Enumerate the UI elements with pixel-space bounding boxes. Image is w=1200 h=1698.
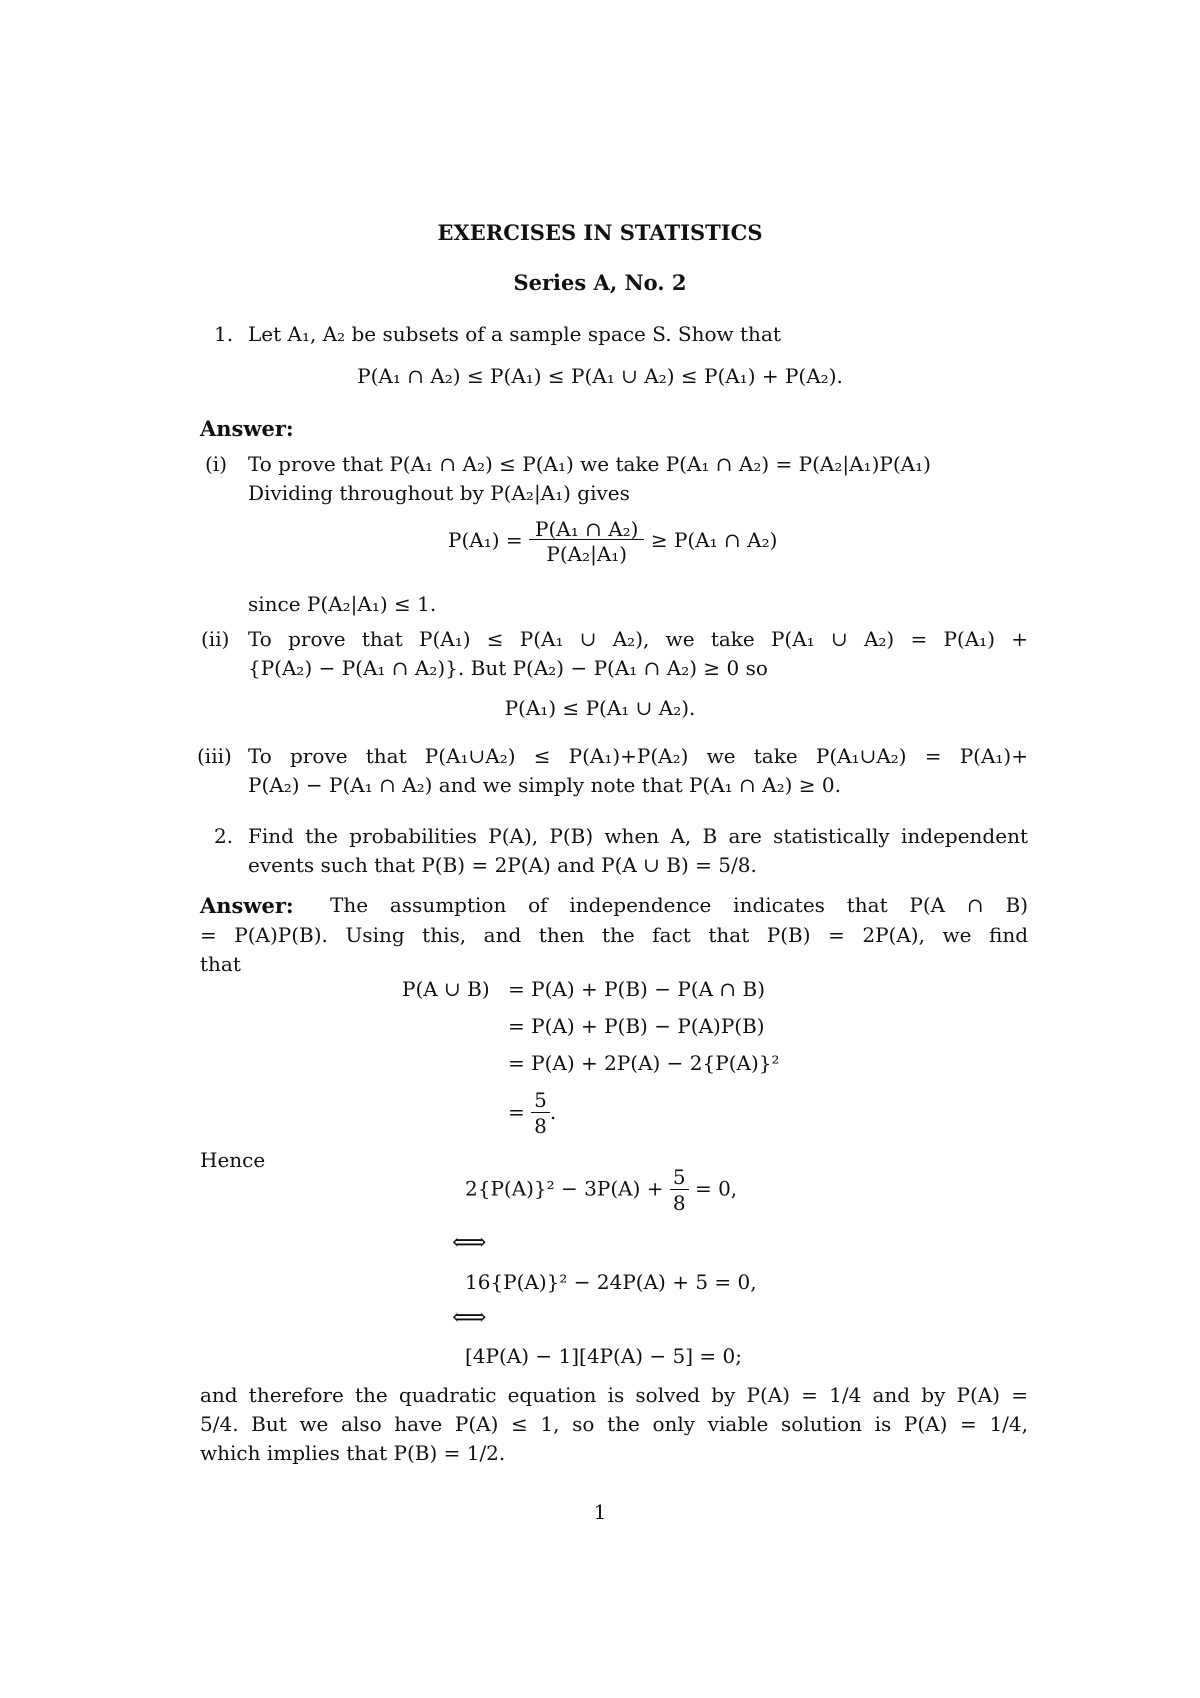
quadratic-eq1-fraction [670, 1167, 689, 1213]
derivation-row-4-period: . [549, 1100, 557, 1124]
part-ii-line2: {P(A₂) − P(A₁ ∩ A₂)}. But P(A₂) − P(A₁ ∩ A₂) ≥ 0 so [248, 656, 768, 680]
question-2-prompt-line2: events such that P(B) = 2P(A) and P(A ∪ B) = 5/8. [248, 853, 757, 877]
part-i-line1: To prove that P(A₁ ∩ A₂) ≤ P(A₁) we take P(A₁ ∩ A₂) = P(A₂|A₁)P(A₁) [248, 452, 931, 476]
quadratic-equation-1 [465, 1167, 737, 1213]
conclusion-line2: 5/4. But we also have P(A) ≤ 1, so the only viable solution is P(A) = 1/4, [200, 1412, 1028, 1436]
document-title: EXERCISES IN STATISTICS [437, 220, 763, 245]
derivation-row-4 [508, 1090, 556, 1136]
derivation-fraction [531, 1090, 550, 1136]
derivation-fraction-numerator: 5 [531, 1090, 550, 1113]
part-iii-line1: To prove that P(A₁∪A₂) ≤ P(A₁)+P(A₂) we take P(A₁∪A₂) = P(A₁)+ [248, 744, 1028, 768]
part-i-fraction-denominator: P(A₂|A₁) [546, 542, 628, 566]
part-ii-display: P(A₁) ≤ P(A₁ ∪ A₂). [504, 696, 696, 720]
conclusion-line1: and therefore the quadratic equation is solved by P(A) = 1/4 and by P(A) = [200, 1383, 1028, 1407]
part-i-fraction-numerator: P(A₁ ∩ A₂) [529, 519, 644, 540]
part-i-fraction [529, 519, 644, 564]
part-ii-label: (ii) [201, 627, 230, 651]
conclusion-line3: which implies that P(B) = 1/2. [200, 1441, 506, 1465]
derivation-fraction-denominator: 8 [534, 1114, 547, 1138]
question-2-number: 2. [214, 824, 234, 848]
iff-arrow-1: ⟺ [452, 1228, 487, 1256]
question-1-prompt: Let A₁, A₂ be subsets of a sample space S. Show that [248, 322, 781, 346]
part-i-label: (i) [205, 452, 228, 476]
question-2-prompt-line1: Find the probabilities P(A), P(B) when A, B are statistically independent [248, 824, 1028, 848]
quadratic-eq1-rhs: = 0, [694, 1176, 738, 1201]
part-iii-line2: P(A₂) − P(A₁ ∩ A₂) and we simply note that P(A₁ ∩ A₂) ≥ 0. [248, 773, 841, 797]
derivation-row-4-equals: = [508, 1100, 525, 1124]
quadratic-equation-2: 16{P(A)}² − 24P(A) + 5 = 0, [465, 1270, 757, 1294]
quadratic-equation-3: [4P(A) − 1][4P(A) − 5] = 0; [465, 1344, 743, 1368]
answer-2-line1: The assumption of independence indicates that P(A ∩ B) [330, 893, 1028, 917]
answer-1-label: Answer: [200, 416, 294, 441]
derivation-row-2: = P(A) + P(B) − P(A)P(B) [508, 1014, 765, 1038]
part-i-eq-lhs: P(A₁) = [448, 528, 523, 552]
answer-2-line2: = P(A)P(B). Using this, and then the fact that P(B) = 2P(A), we find [200, 923, 1028, 947]
derivation-lhs: P(A ∪ B) [402, 977, 490, 1001]
part-iii-label: (iii) [197, 744, 232, 768]
series-subtitle: Series A, No. 2 [513, 270, 687, 295]
part-i-equation [448, 519, 777, 564]
page-number: 1 [593, 1500, 607, 1524]
answer-2-label: Answer: [200, 893, 294, 918]
question-1-inequality: P(A₁ ∩ A₂) ≤ P(A₁) ≤ P(A₁ ∪ A₂) ≤ P(A₁) + P(A₂). [357, 364, 843, 388]
part-ii-line1: To prove that P(A₁) ≤ P(A₁ ∪ A₂), we take P(A₁ ∪ A₂) = P(A₁) + [248, 627, 1028, 651]
answer-2-line3: that [200, 952, 241, 976]
derivation-row-1: = P(A) + P(B) − P(A ∩ B) [508, 977, 766, 1001]
question-1-number: 1. [214, 322, 234, 346]
derivation-row-3: = P(A) + 2P(A) − 2{P(A)}² [508, 1051, 780, 1075]
iff-arrow-2: ⟺ [452, 1303, 487, 1331]
part-i-line3: since P(A₂|A₁) ≤ 1. [248, 592, 437, 616]
quadratic-eq1-denominator: 8 [672, 1191, 686, 1215]
part-i-line2: Dividing throughout by P(A₂|A₁) gives [248, 481, 630, 505]
quadratic-eq1-numerator: 5 [670, 1167, 689, 1190]
quadratic-eq1-lhs: 2{P(A)}² − 3P(A) + [465, 1176, 664, 1201]
part-i-eq-rhs: ≥ P(A₁ ∩ A₂) [650, 528, 778, 552]
hence-label: Hence [200, 1148, 266, 1172]
